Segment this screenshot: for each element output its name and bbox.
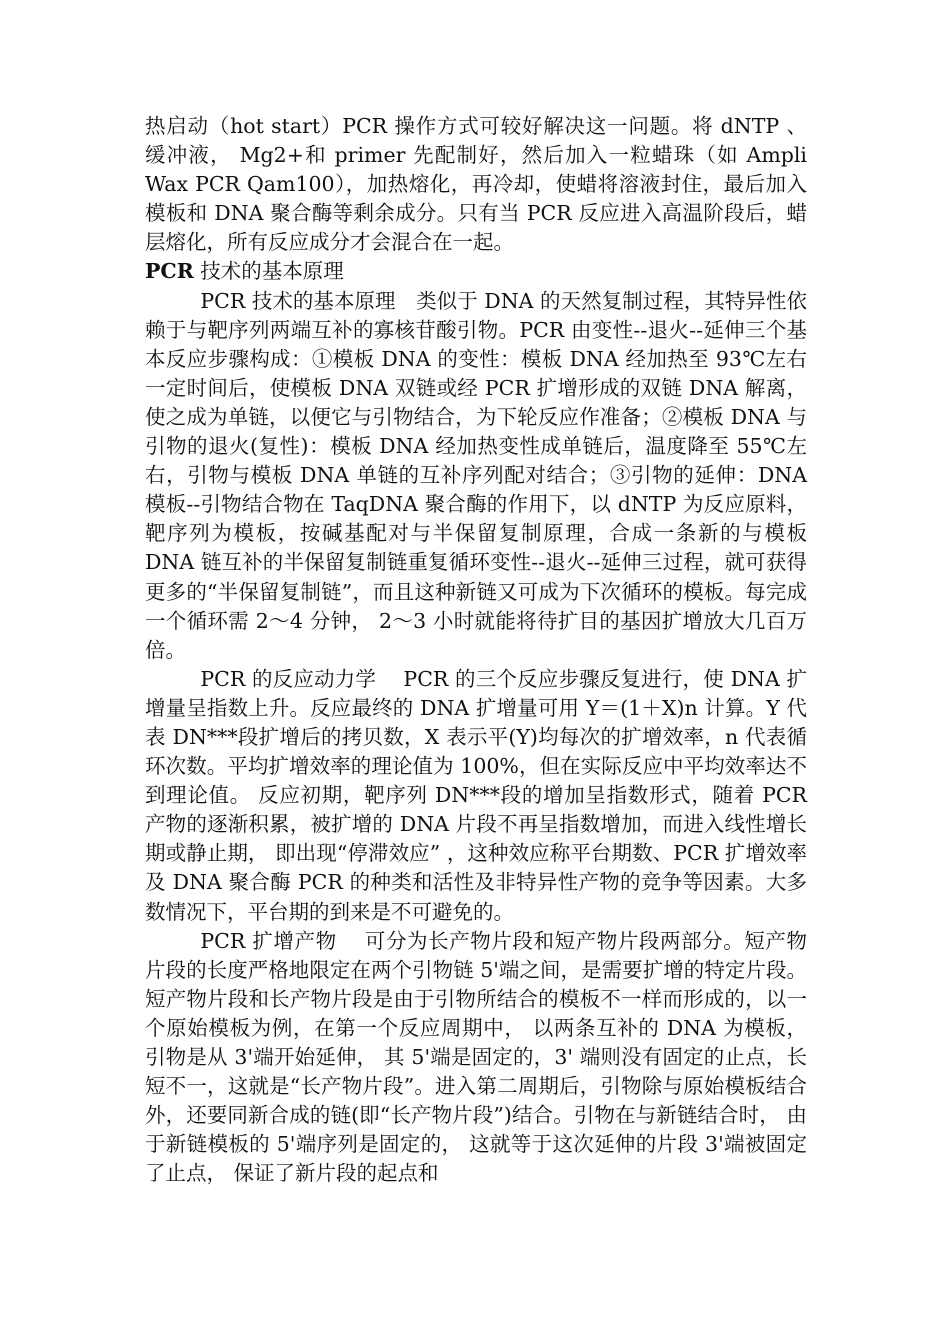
- section-heading-text: 技术的基本原理: [193, 259, 344, 284]
- intro-paragraph: 热启动（hot start）PCR 操作方式可较好解决这一问题。将 dNTP 、缓冲液， Mg2+和 primer 先配制好，然后加入一粒蜡珠（如 Ampli Wax PCR Qam100），加热熔化，再冷却，使蜡将溶液封住，最后加入模板和 DNA 聚合酶等剩余成分。只有当 PCR 反应进入高温阶段后，蜡层熔化，所有反应成分才会混合在一起。: [145, 114, 807, 255]
- paragraph-reaction-kinetics: PCR 的反应动力学 PCR 的三个反应步骤反复进行，使 DNA 扩增量呈指数上升。反应最终的 DNA 扩增量可用 Y＝(1＋X)n 计算。Y 代表 DN***段扩增后的拷贝数，X 表示平(Y)均每次的扩增效率，n 代表循环次数。平均扩增效率的理论值为 100%，但在实际反应中平均效率达不到理论值。 反应初期，靶序列 DN***段的增加呈指数形式，随着 PCR 产物的逐渐积累，被扩增的 DNA 片段不再呈指数增加，而进入线性增长期或静止期， 即出现“停滞效应” ，这种效应称平台期数、PCR 扩增效率及 DNA 聚合酶 PCR 的种类和活性及非特异性产物的竞争等因素。大多数情况下，平台期的到来是不可避免的。: [145, 666, 807, 924]
- paragraph-amplification-products: PCR 扩增产物 可分为长产物片段和短产物片段两部分。短产物片段的长度严格地限定在两个引物链 5'端之间，是需要扩增的特定片段。短产物片段和长产物片段是由于引物所结合的模板不一样而形成的，以一个原始模板为例，在第一个反应周期中， 以两条互补的 DNA 为模板，引物是从 3'端开始延伸， 其 5'端是固定的，3' 端则没有固定的止点，长短不一，这就是“长产物片段”。进入第二周期后，引物除与原始模板结合外，还要同新合成的链(即“长产物片段”)结合。引物在与新链结合时， 由于新链模板的 5'端序列是固定的， 这就等于这次延伸的片段 3'端被固定了止点， 保证了新片段的起点和: [145, 928, 807, 1186]
- paragraph-basic-principle: PCR 技术的基本原理 类似于 DNA 的天然复制过程，其特异性依赖于与靶序列两端互补的寡核苷酸引物。PCR 由变性--退火--延伸三个基本反应步骤构成：①模板 DNA 的变性：模板 DNA 经加热至 93℃左右一定时间后，使模板 DNA 双链或经 PCR 扩增形成的双链 DNA 解离，使之成为单链，以便它与引物结合，为下轮反应作准备；②模板 DNA 与引物的退火(复性)：模板 DNA 经加热变性成单链后，温度降至 55℃左右，引物与模板 DNA 单链的互补序列配对结合；③引物的延伸：DNA 模板--引物结合物在 TaqDNA 聚合酶的作用下，以 dNTP 为反应原料，靶序列为模板，按碱基配对与半保留复制原理，合成一条新的与模板 DNA 链互补的半保留复制链重复循环变性--退火--延伸三过程，就可获得更多的“半保留复制链”，而且这种新链又可成为下次循环的模板。每完成一个循环需 2～4 分钟， 2～3 小时就能将待扩目的基因扩增放大几百万倍。: [145, 288, 807, 662]
- document-body: [145, 112, 807, 1188]
- section-heading-bold: PCR: [145, 259, 194, 284]
- section-heading: [145, 257, 807, 286]
